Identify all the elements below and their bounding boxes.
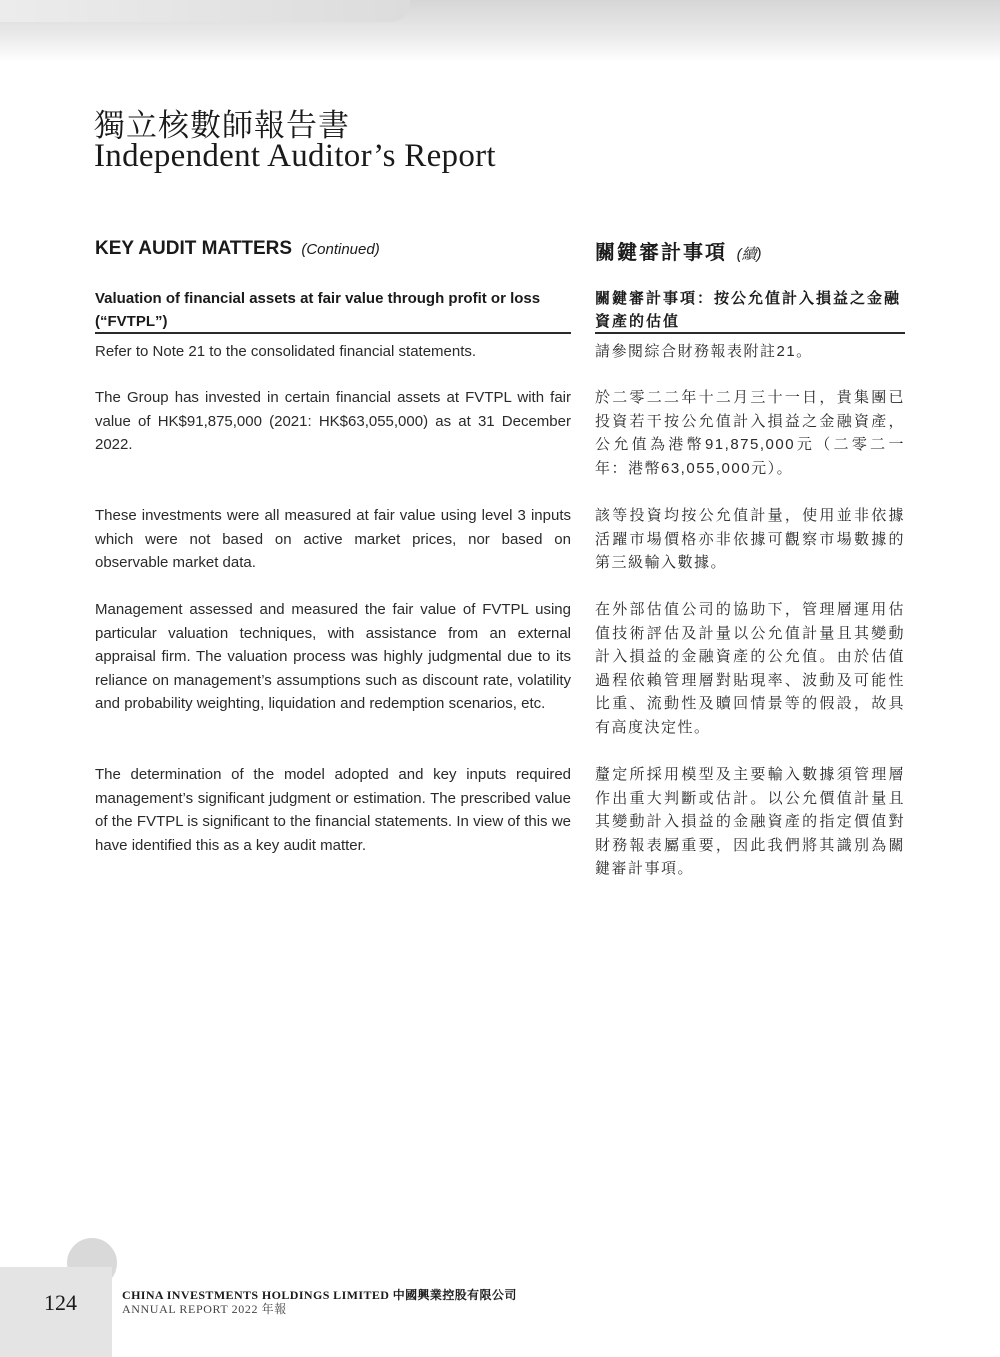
heading-divider-english bbox=[95, 332, 571, 334]
paragraph-en-2 bbox=[95, 386, 571, 457]
footer-company-name: CHINA INVESTMENTS HOLDINGS LIMITED 中國興業控股有限公司 bbox=[122, 1288, 517, 1302]
paragraph-zh-5 bbox=[595, 763, 905, 881]
paragraph-en-3 bbox=[95, 504, 571, 575]
paragraph-text: The determination of the model adopted and key inputs required management’s significant judgment or estimation. The prescribed value of the FVTPL is significant to the financial statements. In view of this we have identified this as a key audit matter. bbox=[95, 766, 571, 854]
paragraph-text: 在外部估值公司的協助下，管理層運用估值技術評估及計量以公允值計量且其變動計入損益的金融資產的公允值。由於估值過程依賴管理層對貼現率、波動及可能性比重、流動性及贖回情景等的假設，故具有高度決定性。 bbox=[595, 601, 905, 736]
section-heading-english bbox=[95, 238, 380, 260]
section-heading-chinese bbox=[595, 236, 762, 265]
page-title-chinese: 獨立核數師報告書 bbox=[94, 108, 350, 144]
paragraph-zh-2 bbox=[595, 386, 905, 480]
matter-heading-english: Valuation of financial assets at fair value through profit or loss (“FVTPL”) bbox=[95, 290, 541, 330]
top-decorative-band bbox=[0, 0, 1000, 62]
paragraph-en-1 bbox=[95, 340, 571, 364]
section-continued-zh: (續) bbox=[736, 246, 762, 263]
footer-report-label: ANNUAL REPORT 2022 年報 bbox=[122, 1302, 287, 1316]
section-continued-en: (Continued) bbox=[301, 241, 380, 258]
paragraph-text: 釐定所採用模型及主要輸入數據須管理層作出重大判斷或估計。以公允價值計量且其變動計入損益的金融資產的指定價值對財務報表屬重要，因此我們將其識別為關鍵審計事項。 bbox=[595, 766, 905, 877]
paragraph-en-5 bbox=[95, 763, 571, 857]
paragraph-text: Refer to Note 21 to the consolidated financial statements. bbox=[95, 343, 477, 360]
paragraph-text: 該等投資均按公允值計量，使用並非依據活躍市場價格亦非依據可觀察市場數據的第三級輸入數據。 bbox=[595, 507, 905, 571]
paragraph-zh-1 bbox=[595, 340, 905, 364]
matter-heading-chinese: 關鍵審計事項：按公允值計入損益之金融資產的估值 bbox=[595, 290, 902, 330]
paragraph-text: These investments were all measured at fair value using level 3 inputs which were not based on active market prices, nor based on observable market data. bbox=[95, 507, 571, 571]
paragraph-en-4 bbox=[95, 598, 571, 716]
paragraph-text: 請參閱綜合財務報表附註21。 bbox=[595, 343, 813, 360]
paragraph-text: Management assessed and measured the fair value of FVTPL using particular valuation techniques, with assistance from an external appraisal firm. The valuation process was highly judgmental due to its reliance on management’s assumptions such as discount rate, volatility and probability weighting, liquidation and redemption scenarios, etc. bbox=[95, 601, 571, 712]
paragraph-text: 於二零二二年十二月三十一日，貴集團已投資若干按公允值計入損益之金融資產，公允值為港幣91,875,000元（二零二一年：港幣63,055,000元）。 bbox=[595, 389, 905, 477]
section-title-en: KEY AUDIT MATTERS bbox=[95, 238, 293, 259]
heading-divider-chinese bbox=[595, 332, 905, 334]
paragraph-zh-3 bbox=[595, 504, 905, 575]
paragraph-text: The Group has invested in certain financial assets at FVTPL with fair value of HK$91,875,000 (2021: HK$63,055,000) as at 31 December 2022. bbox=[95, 389, 571, 453]
page-number: 124 bbox=[44, 1290, 77, 1315]
page-title-english: Independent Auditor’s Report bbox=[94, 138, 496, 174]
section-title-zh: 關鍵審計事項 bbox=[595, 242, 727, 264]
paragraph-zh-4 bbox=[595, 598, 905, 739]
